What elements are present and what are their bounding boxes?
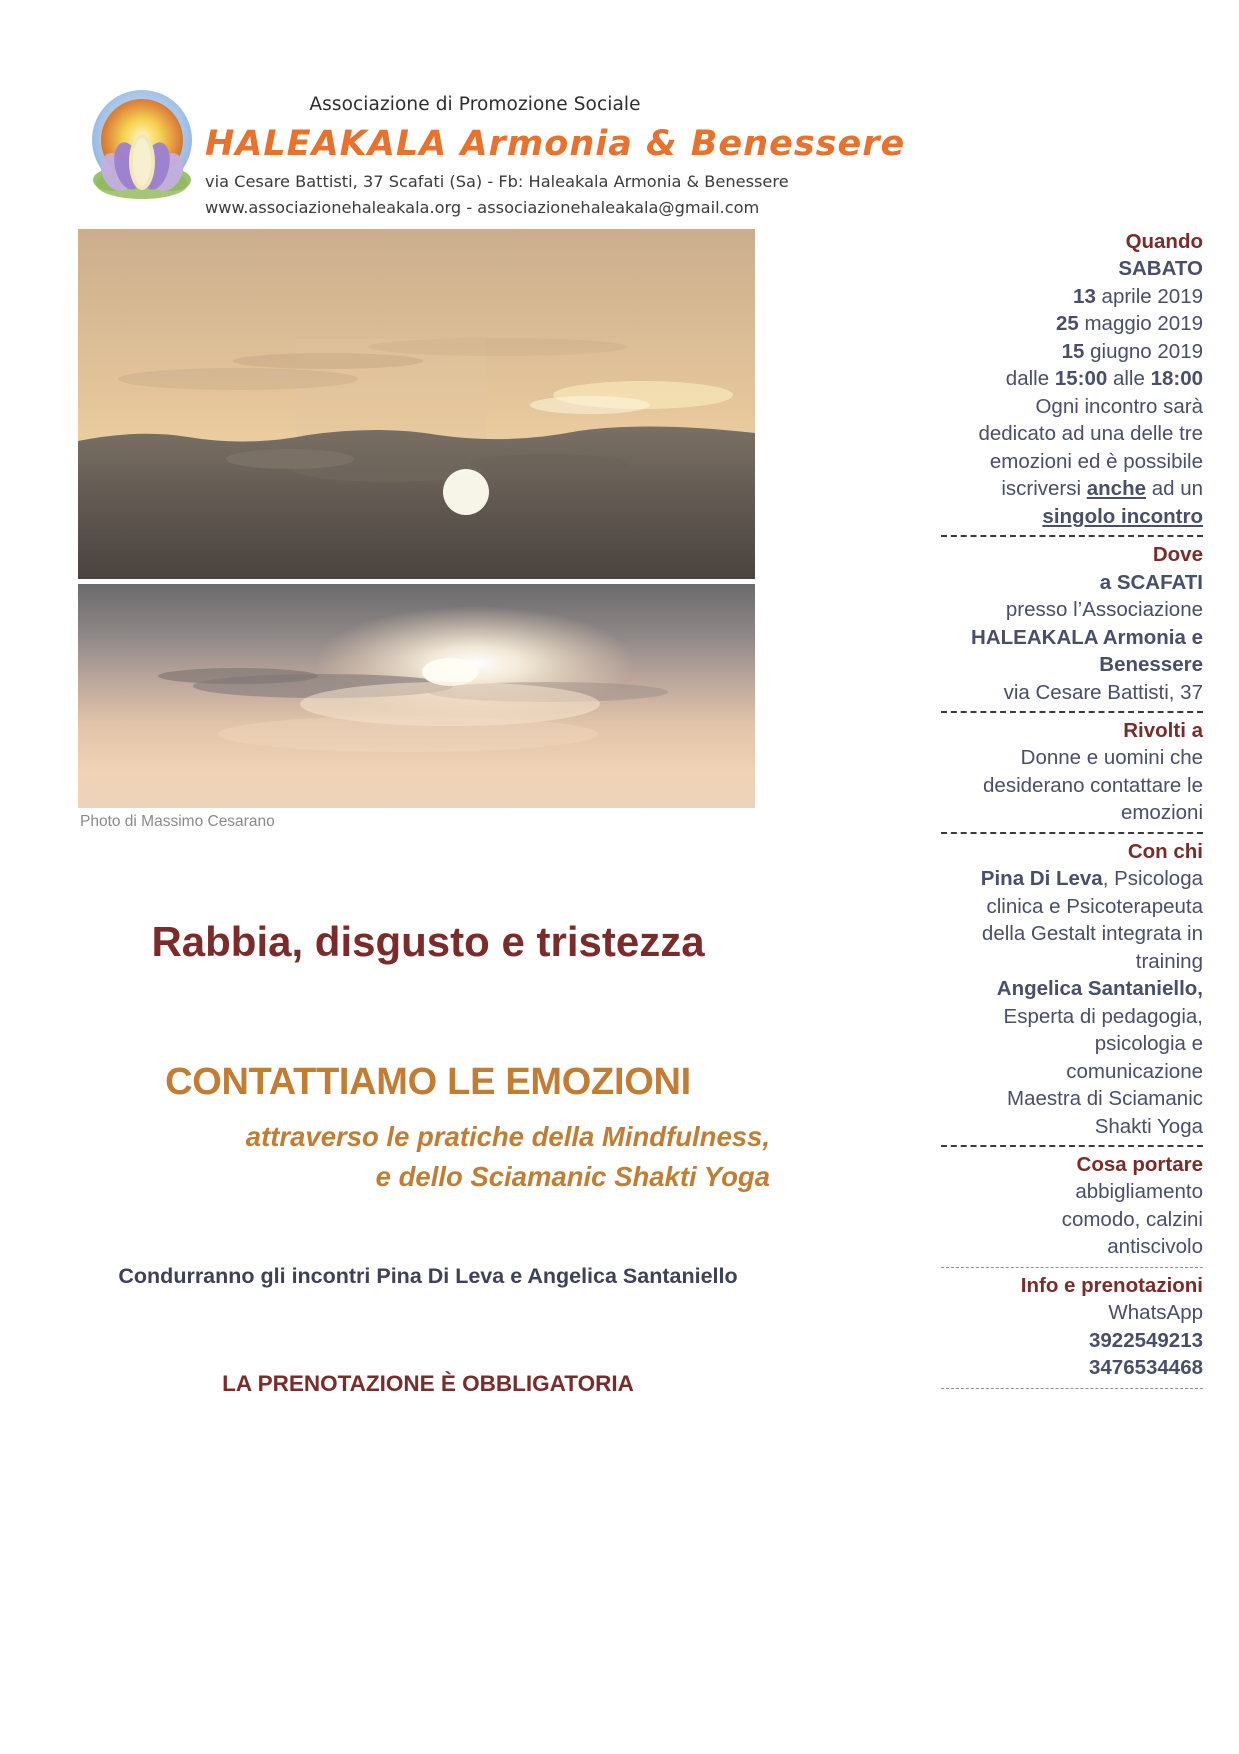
sidebar-line: [941, 1354, 1203, 1381]
subtitle-secondary: [78, 1117, 778, 1197]
sidebar-line: [941, 744, 1203, 771]
sidebar-section-cosa-portare: [941, 1151, 1203, 1261]
sidebar-line: [941, 1113, 1203, 1140]
sidebar-line-text: desiderano contattare le: [983, 773, 1203, 797]
sidebar-line-text: 3476534468: [1088, 1356, 1203, 1380]
sidebar-line-text: 18:00: [1150, 367, 1203, 391]
sidebar-line-text: Donne e uomini che: [1020, 746, 1203, 770]
info-sidebar: [941, 228, 1203, 1393]
sidebar-line-text: a SCAFATI: [1099, 570, 1203, 594]
sidebar-line-text: Esperta di pedagogia,: [1003, 1004, 1203, 1028]
sidebar-separator: [941, 1388, 1203, 1389]
sidebar-section-rivolti-a: [941, 717, 1203, 827]
sidebar-line-text: WhatsApp: [1108, 1301, 1203, 1325]
sidebar-section-heading: Con chi: [1127, 839, 1203, 863]
sidebar-line-text: anche: [1086, 477, 1146, 501]
sidebar-section-heading: Cosa portare: [1076, 1153, 1203, 1176]
subtitle-secondary-line2: e dello Sciamanic Shakti Yoga: [375, 1160, 770, 1192]
sidebar-line: [941, 975, 1203, 1002]
sidebar-line: [941, 310, 1203, 337]
sidebar-line-text: HALEAKALA Armonia e: [971, 625, 1203, 649]
sidebar-line: [941, 1003, 1203, 1030]
sidebar-line-text: alle: [1107, 367, 1151, 391]
conductors-note: Condurranno gli incontri Pina Di Leva e Angelica Santaniello: [118, 1263, 738, 1288]
brand-title: HALEAKALA Armonia & Benessere: [205, 123, 906, 164]
sidebar-line-text: Ogni incontro sarà: [1035, 394, 1203, 418]
sidebar-separator: [941, 711, 1203, 713]
poster-header: [0, 0, 906, 217]
sidebar-line: [941, 569, 1203, 596]
page-title: Rabbia, disgusto e tristezza: [151, 918, 705, 965]
address-line: via Cesare Battisti, 37 Scafati (Sa) - Fb: Haleakala Armonia & Benessere: [205, 171, 789, 191]
sidebar-line-text: Pina Di Leva: [980, 867, 1103, 891]
sidebar-section-quando: [941, 228, 1203, 530]
sidebar-line-text: presso l’Associazione: [1005, 598, 1203, 622]
sidebar-line-text: psicologia e: [1094, 1032, 1203, 1056]
web-contact-line: www.associazionehaleakala.org - associazionehaleakala@gmail.com: [205, 197, 760, 217]
sidebar-line: [941, 865, 1203, 892]
sidebar-line: [941, 799, 1203, 826]
sidebar-separator: [941, 1145, 1203, 1147]
sidebar-line: [941, 772, 1203, 799]
sidebar-separator: [941, 535, 1203, 537]
main-content: [78, 895, 778, 1398]
subtitle-secondary-line1: attraverso le pratiche della Mindfulness,: [245, 1120, 770, 1152]
sidebar-line: [941, 503, 1203, 530]
sidebar-line-text: , Psicologa: [1102, 867, 1203, 891]
sidebar-line-text: antiscivolo: [1107, 1235, 1203, 1259]
sunset-over-water-photo: [78, 584, 755, 808]
sidebar-line-text: Angelica Santaniello,: [996, 977, 1203, 1001]
sidebar-line-text: Benessere: [1099, 653, 1203, 677]
sidebar-line: [941, 1206, 1203, 1233]
sidebar-line-text: comodo, calzini: [1061, 1207, 1203, 1231]
sidebar-line-text: emozioni: [1120, 801, 1203, 825]
sidebar-line: [941, 255, 1203, 282]
sidebar-section-heading: Quando: [1125, 230, 1203, 253]
sidebar-line-text: abbigliamento: [1075, 1180, 1203, 1204]
sunset-over-hills-photo: [78, 229, 755, 579]
sidebar-line: [941, 1327, 1203, 1354]
sidebar-line: [941, 283, 1203, 310]
sidebar-line-text: 15: [1061, 339, 1085, 363]
sidebar-line: [941, 475, 1203, 502]
sidebar-line-text: dalle: [1005, 367, 1055, 391]
sidebar-line-text: iscriversi: [1001, 477, 1087, 501]
sidebar-line-text: clinica e Psicoterapeuta: [986, 894, 1203, 918]
association-label: Associazione di Promozione Sociale: [309, 94, 641, 115]
sidebar-line: [941, 679, 1203, 706]
sidebar-section-info-e-prenotazioni: [941, 1272, 1203, 1382]
sidebar-line: [941, 1178, 1203, 1205]
sidebar-separator: [941, 1267, 1203, 1268]
sidebar-separator: [941, 832, 1203, 834]
sidebar-section-con-chi: [941, 838, 1203, 1140]
sidebar-line: [941, 920, 1203, 947]
sidebar-line-text: comunicazione: [1066, 1059, 1203, 1083]
sidebar-line: [941, 948, 1203, 975]
photo-block: [78, 229, 755, 808]
sidebar-line: [941, 338, 1203, 365]
sidebar-line-text: della Gestalt integrata in: [981, 922, 1203, 946]
sidebar-line-text: emozioni ed è possibile: [989, 449, 1203, 473]
sidebar-section-heading: Info e prenotazioni: [1020, 1273, 1203, 1297]
sidebar-line-text: aprile 2019: [1095, 284, 1203, 308]
photo-credit-caption: Photo di Massimo Cesarano: [80, 813, 275, 830]
sidebar-line: [941, 365, 1203, 392]
subtitle-primary: CONTATTIAMO LE EMOZIONI: [165, 1061, 691, 1104]
sidebar-line-text: Maestra di Sciamanic: [1007, 1087, 1203, 1111]
sidebar-section-heading: Rivolti a: [1123, 718, 1203, 742]
sidebar-line-text: SABATO: [1118, 257, 1203, 281]
sidebar-line-text: Shakti Yoga: [1094, 1114, 1203, 1138]
sidebar-line: [941, 448, 1203, 475]
booking-required-note: LA PRENOTAZIONE È OBBLIGATORIA: [222, 1370, 634, 1396]
sidebar-line-text: ad un: [1146, 477, 1203, 501]
sidebar-line-text: 15:00: [1054, 367, 1108, 391]
sidebar-line: [941, 1233, 1203, 1260]
sidebar-line-text: 13: [1073, 284, 1096, 308]
sidebar-line-text: singolo incontro: [1042, 504, 1203, 528]
sidebar-line-text: giugno 2019: [1084, 339, 1203, 363]
sidebar-line: [941, 1058, 1203, 1085]
sidebar-line-text: via Cesare Battisti, 37: [1003, 680, 1203, 704]
sidebar-line: [941, 624, 1203, 651]
sidebar-line-text: 25: [1055, 312, 1079, 336]
sidebar-line: [941, 393, 1203, 420]
lotus-sun-logo-icon: [86, 88, 198, 200]
sidebar-line: [941, 1030, 1203, 1057]
sidebar-section-dove: [941, 541, 1203, 706]
sidebar-line: [941, 420, 1203, 447]
sidebar-line-text: dedicato ad una delle tre: [978, 422, 1203, 446]
sidebar-line: [941, 1299, 1203, 1326]
sidebar-line: [941, 651, 1203, 678]
sidebar-section-heading: Dove: [1152, 543, 1203, 567]
sidebar-line: [941, 893, 1203, 920]
sidebar-line-text: maggio 2019: [1078, 312, 1203, 336]
sidebar-line: [941, 596, 1203, 623]
sidebar-line: [941, 1085, 1203, 1112]
sidebar-line-text: 3922549213: [1088, 1328, 1203, 1352]
header-text-block: [205, 92, 906, 219]
sidebar-line-text: training: [1135, 949, 1203, 973]
